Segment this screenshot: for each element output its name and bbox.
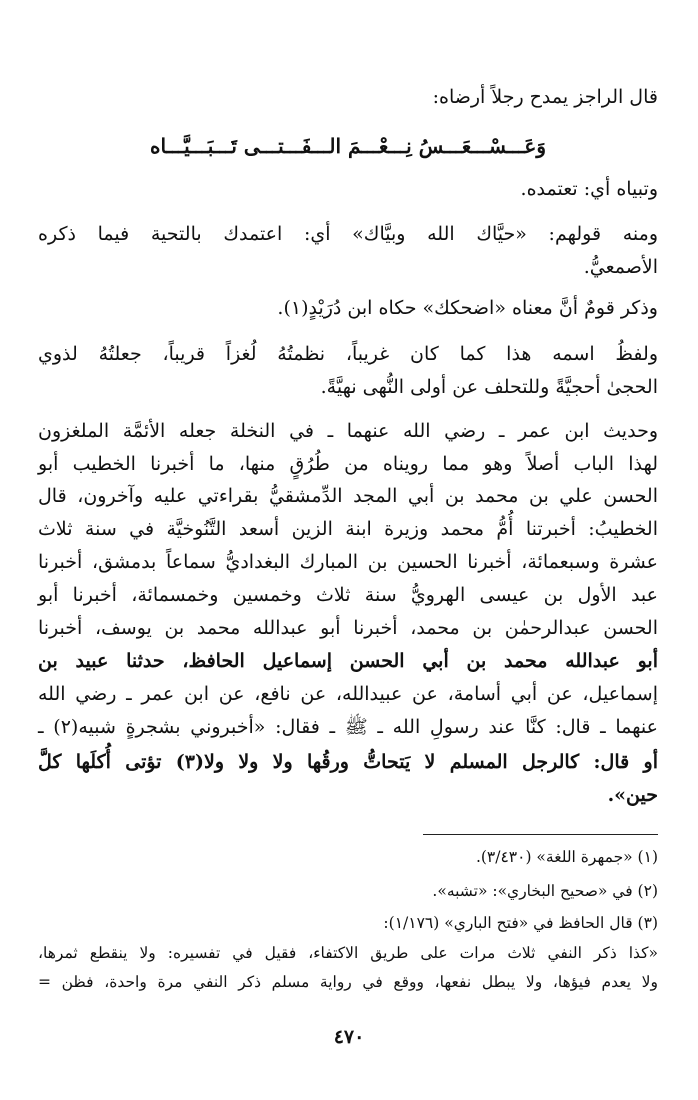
- text-line: الحجىٰ أحجيَّةً وللتحلف عن أولى النُّهى نهيَّةً.: [320, 376, 658, 398]
- intro-line: قال الراجز يمدح رجلاً أرضاه:: [432, 86, 658, 108]
- text-line: الحسن عبدالرحمٰن بن محمد، أخبرنا أبو عبدالله محمد بن يوسف، أخبرنا: [38, 617, 658, 639]
- footnote-3: (٣) قال الحافظ في «فتح الباري» (١/١٧٦):: [383, 914, 658, 932]
- text-line: حين».: [607, 784, 658, 806]
- text-line: وحديث ابن عمر ـ رضي الله عنهما ـ في النخلة جعله الأئمَّة الملغزون: [38, 420, 658, 442]
- text-line: عنهما ـ قال: كنَّا عند رسولِ الله ـ ﷺ ـ فقال: «أخبروني بشجرةٍ شبيه(٢) ـ: [38, 716, 658, 738]
- text-line: وذكر قومٌ أنَّ معناه «اضحكك» حكاه ابن دُرَيْدٍ(١).: [277, 297, 658, 319]
- footnote-2: (٢) في «صحيح البخاري»: «تشبه».: [432, 882, 658, 900]
- text-line: ولفظُ اسمه هذا كما كان غريباً، نظمتُهُ لُغزاً قريباً، جعلتُهُ لذوي: [38, 343, 658, 365]
- footnote-1: (١) «جمهرة اللغة» (٣/٤٣٠).: [475, 848, 658, 866]
- text-line: عبد الأول بن عيسى الهرويُّ سنة ثلاث وخمسين وخمسمائة، أخبرنا أبو: [38, 584, 658, 606]
- text-line: الخطيبُ: أخبرتنا أُمُّ محمد وزيرة ابنة الزين أسعد التَّنُوخيَّة في سنة ثلاث: [38, 518, 658, 540]
- text-line: أو قال: كالرجل المسلم لا يَتحاتُّ ورقُها ولا ولا ولا(٣) تؤتى أُكلَها كلَّ: [38, 751, 658, 773]
- text-line: وتبياه أي: تعتمده.: [520, 178, 658, 200]
- text-line: أبو عبدالله محمد بن أبي الحسن إسماعيل الحافظ، حدثنا عبيد بن: [38, 650, 658, 672]
- text-line: إسماعيل، عن أبي أسامة، عن عبيدالله، عن نافع، عن ابن عمر ـ رضي الله: [38, 683, 658, 705]
- text-line: لهذا الباب أصلاً وهو مما رويناه من طُرُقٍ منها، ما أخبرنا الخطيب أبو: [38, 453, 658, 475]
- text-line: الحسن علي بن محمد بن أبي المجد الدِّمشقيُّ بقراءتي عليه وآخرون، قال: [38, 485, 658, 507]
- text-line: الأصمعيُّ.: [583, 256, 658, 278]
- footnote-quote-line: ولا يعدم فيؤها، ولا يبطل نفعها، ووقع في رواية مسلم ذكر النفي مرة واحدة، فظن =: [38, 973, 658, 991]
- verse-line: وَعَـــسْـــعَـــسُ نِـــعْـــمَ الـــفَـــتـــى تَـــبَـــيَّـــاه: [149, 134, 547, 158]
- footnote-separator: [423, 834, 658, 835]
- text-line: عشرة وسبعمائة، أخبرنا الحسين بن المبارك البغداديُّ سماعاً بدمشق، أخبرنا: [38, 551, 658, 573]
- page-number: ٤٧٠: [333, 1026, 365, 1048]
- text-line: ومنه قولهم: «حيَّاك الله وبيَّاك» أي: اعتمدك بالتحية فيما ذكره: [38, 223, 658, 245]
- footnote-quote-line: «كذا ذكر النفي ثلاث مرات على طريق الاكتفاء، فقيل في تفسيره: ولا ينقطع ثمرها،: [38, 944, 658, 962]
